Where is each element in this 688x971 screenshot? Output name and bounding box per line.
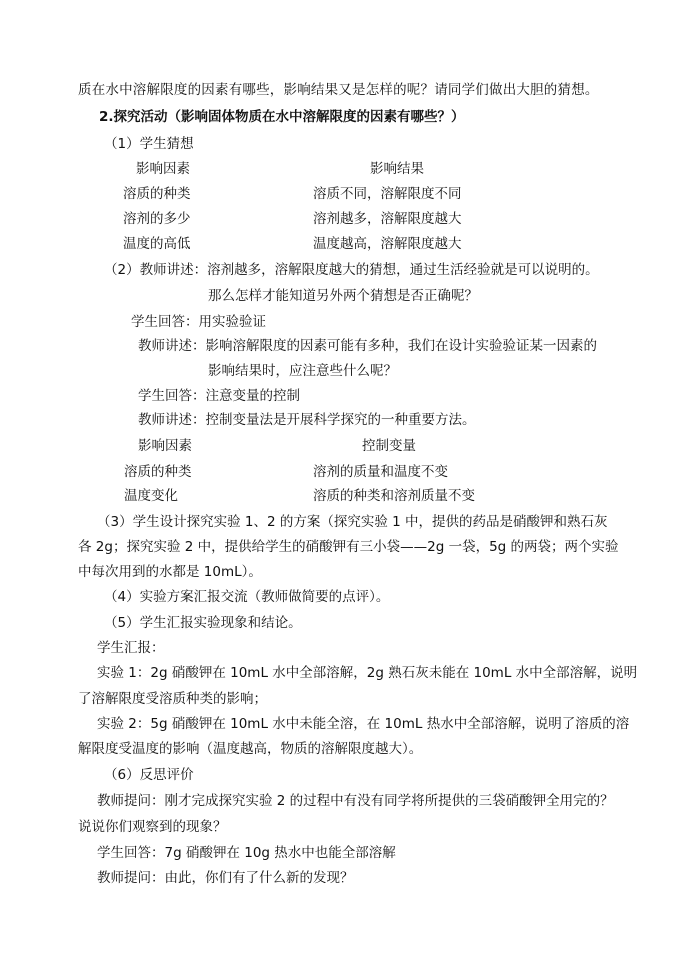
paragraph-line: 教师提问：刚才完成探究实验 2 的过程中有没有同学将所提供的三袋硝酸钾全用完的？ [97,793,614,809]
table-header: 影响结果 [370,161,424,177]
table-cell: 溶剂越多，溶解限度越大 [313,211,462,227]
table-header: 控制变量 [362,438,416,454]
table-header: 影响因素 [136,161,190,177]
paragraph-line: 那么怎样才能知道另外两个猜想是否正确呢？ [208,288,478,304]
paragraph-line: 教师提问：由此，你们有了什么新的发现？ [97,870,354,886]
paragraph-line: 各 2g；探究实验 2 中，提供给学生的硝酸钾有三小袋——2g 一袋，5g 的两袋；两个实验 [78,539,619,555]
paragraph-line: （5）学生汇报实验现象和结论。 [104,615,302,631]
paragraph-line: 实验 2：5g 硝酸钾在 10mL 水中未能全溶，在 10mL 热水中全部溶解，说明了溶质的溶 [97,716,630,732]
paragraph-line: 解限度受温度的影响（温度越高，物质的溶解限度越大）。 [78,741,423,757]
table-cell: 温度的高低 [123,236,191,252]
table-cell: 温度越高，溶解限度越大 [313,236,462,252]
paragraph-line: 说说你们观察到的现象？ [78,819,227,835]
paragraph-line: 教师讲述：控制变量法是开展科学探究的一种重要方法。 [138,412,476,428]
table-header: 影响因素 [138,438,192,454]
table-cell: 溶剂的质量和温度不变 [313,464,448,480]
table-cell: 溶质的种类和溶剂质量不变 [313,488,475,504]
paragraph-line: 学生回答：7g 硝酸钾在 10g 热水中也能全部溶解 [97,845,396,861]
subsection-heading: （1）学生猜想 [104,136,194,152]
subsection-heading: （6）反思评价 [104,767,194,783]
paragraph-line: （2）教师讲述：溶剂越多，溶解限度越大的猜想，通过生活经验就是可以说明的。 [104,262,599,278]
paragraph-line: 中每次用到的水都是 10mL）。 [78,564,262,580]
section-heading: 2.探究活动（影响固体物质在水中溶解限度的因素有哪些？） [99,109,465,125]
table-cell: 溶质的种类 [123,186,191,202]
paragraph-line: 了溶解限度受溶质种类的影响； [78,691,267,707]
table-cell: 溶剂的多少 [123,211,191,227]
paragraph-line: 影响结果时，应注意些什么呢？ [208,363,397,379]
table-cell: 溶质不同，溶解限度不同 [313,186,462,202]
paragraph-line: 学生汇报： [97,640,165,656]
paragraph-line: （3）学生设计探究实验 1、2 的方案（探究实验 1 中，提供的药品是硝酸钾和熟石灰 [97,514,608,530]
paragraph-line: 学生回答：用实验验证 [131,314,266,330]
paragraph-line: 实验 1：2g 硝酸钾在 10mL 水中全部溶解，2g 熟石灰未能在 10mL 水中全部溶解，说明 [97,665,638,681]
paragraph-line: 学生回答：注意变量的控制 [138,388,300,404]
paragraph-line: 教师讲述：影响溶解限度的因素可能有多种，我们在设计实验验证某一因素的 [138,338,597,354]
table-cell: 温度变化 [124,488,178,504]
table-cell: 溶质的种类 [124,464,192,480]
paragraph-line: （4）实验方案汇报交流（教师做简要的点评）。 [104,589,390,605]
paragraph-line: 质在水中溶解限度的因素有哪些，影响结果又是怎样的呢？请同学们做出大胆的猜想。 [78,82,599,98]
